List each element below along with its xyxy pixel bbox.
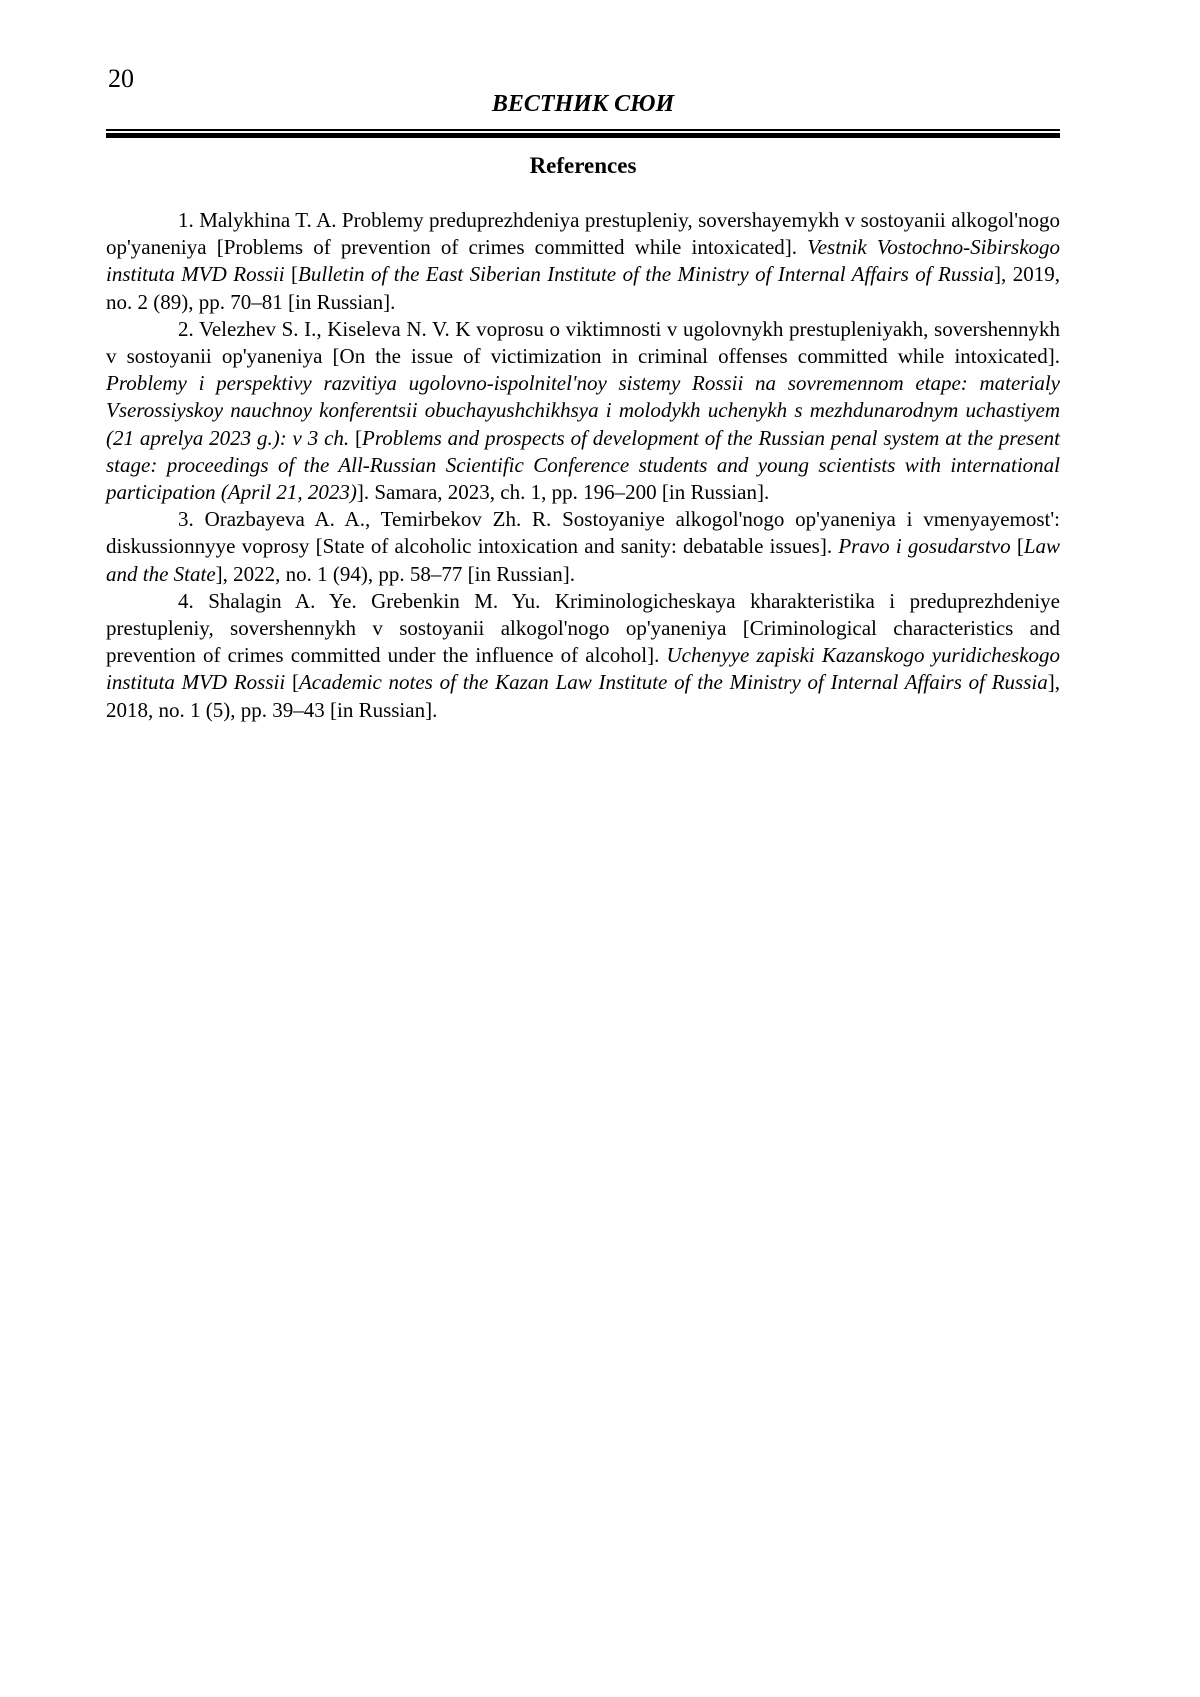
reference-item-1 [106, 207, 1060, 316]
reference-item-3 [106, 506, 1060, 588]
header-double-rule [106, 129, 1060, 138]
header-rule-thick-line [106, 133, 1060, 138]
reference-source-translation: Problems and prospects of development of the Russian penal system at the present stage: proceedings of the All-Russian Scientific Conference students and young scientists with international participation (April 21, 2023) [106, 425, 1060, 505]
reference-segment: ], 2018, no. 1 (5), pp. 39–43 [in Russian]. [106, 670, 1060, 722]
reference-segment: 2. Velezhev S. I., Kiseleva N. V. K voprosu o viktimnosti v ugolovnykh prestupleniyakh, sovershennykh v sostoyanii op'yaneniya [On the issue of victimization in criminal offenses committed while intoxicated]. [106, 316, 1060, 369]
reference-item-2 [106, 316, 1060, 506]
journal-title: ВЕСТНИК СЮИ [491, 91, 675, 117]
page-number: 20 [108, 64, 134, 93]
reference-segment: [ [349, 425, 363, 450]
reference-segment: ]. Samara, 2023, ch. 1, pp. 196–200 [in Russian]. [356, 480, 770, 505]
reference-source-title: Pravo i gosudarstvo [838, 534, 1011, 559]
references-list [106, 207, 1060, 724]
reference-segment: [ [1010, 534, 1024, 559]
reference-segment: 1. Malykhina T. A. Problemy preduprezhdeniya prestupleniy, sovershayemykh v sostoyanii alkogol'nogo op'yaneniya [Problems of prevention of crimes committed while intoxicated]. [106, 208, 1060, 260]
reference-source-translation: Bulletin of the East Siberian Institute of the Ministry of Internal Affairs of Russia [298, 262, 995, 287]
reference-segment: ], 2022, no. 1 (94), pp. 58–77 [in Russian]. [215, 561, 575, 586]
reference-segment: ], 2019, no. 2 (89), pp. 70–81 [in Russian]. [106, 262, 1060, 314]
reference-segment: 4. Shalagin A. Ye. Grebenkin M. Yu. Kriminologicheskaya kharakteristika i preduprezhdeniye prestupleniy, sovershennykh v sostoyanii alkogol'nogo op'yaneniya [Criminological characteristics and prevention of crimes committed under the influence of alcohol]. [106, 588, 1060, 668]
references-heading: References [529, 153, 637, 178]
reference-segment: [ [285, 670, 299, 695]
reference-segment: [ [284, 262, 299, 287]
reference-segment: 3. Orazbayeva A. A., Temirbekov Zh. R. Sostoyaniye alkogol'nogo op'yaneniya i vmenyayemost': diskussionnyye voprosy [State of alcoholic intoxication and sanity: debatable issues]. [106, 507, 1060, 559]
reference-source-title: Problemy i perspektivy razvitiya ugolovno-ispolnitel'noy sistemy Rossii na sovremennom etape: materialy Vserossiyskoy nauchnoy konferentsii obuchayushchikhsya i molodykh uchenykh s mezhdunarodnym uchastiyem (21 aprelya 2023 g.): v 3 ch. [106, 371, 1060, 450]
reference-source-translation: Law and the State [106, 534, 1061, 586]
reference-source-title: Uchenyye zapiski Kazanskogo yuridicheskogo instituta MVD Rossii [106, 643, 1060, 695]
header-rule-thin-line [106, 129, 1060, 131]
reference-item-4 [106, 588, 1060, 724]
reference-source-translation: Academic notes of the Kazan Law Institute of the Ministry of Internal Affairs of Russia [298, 670, 1048, 695]
reference-source-title: Vestnik Vostochno-Sibirskogo instituta MVD Rossii [106, 235, 1061, 287]
